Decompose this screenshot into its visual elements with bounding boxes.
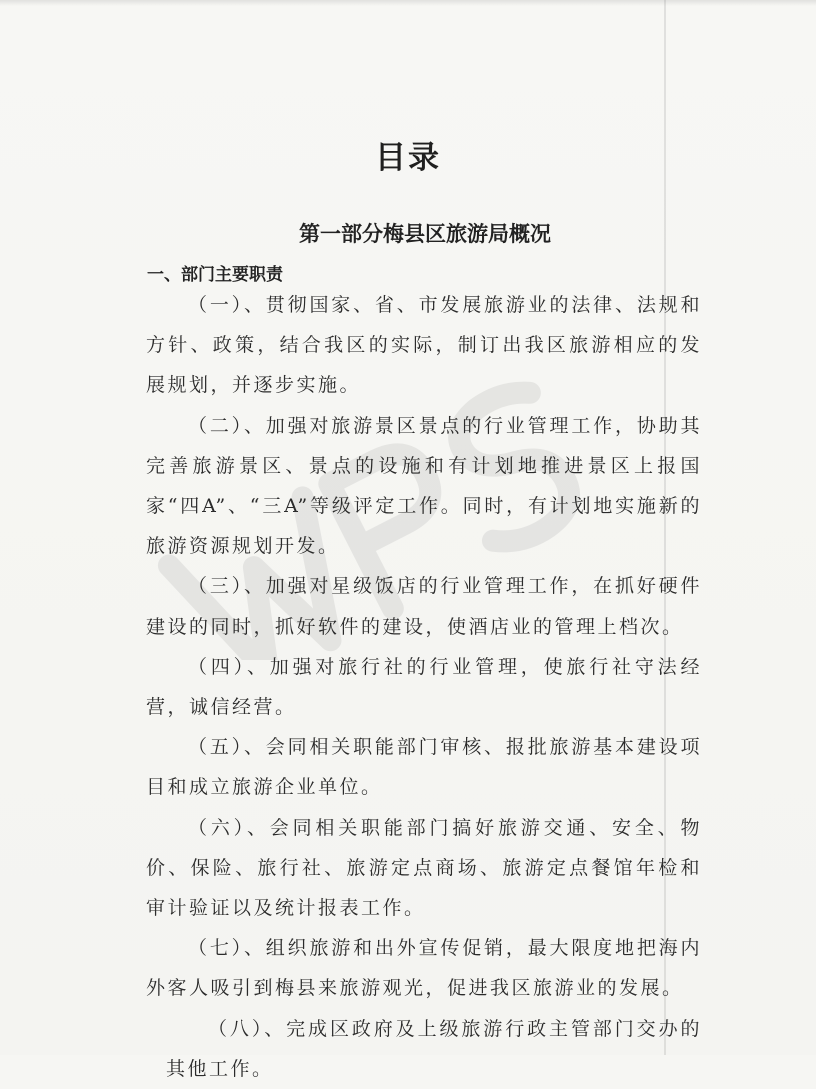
duty-paragraph-3: （三）、加强对星级饭店的行业管理工作，在抓好硬件建设的同时，抓好软件的建设，使酒店业的管理上档次。 (146, 575, 702, 638)
page-title: 目录 (375, 140, 441, 176)
duty-paragraph-2: （二）、加强对旅游景区景点的行业管理工作，协助其完善旅游景区、景点的设施和有计划地推进景区上报国家“四A”、“三A”等级评定工作。同时，有计划地实施新的旅游资源规划开发。 (146, 414, 702, 558)
duty-paragraph-8: （八）、完成区政府及上级旅游行政主管部门交办的其他工作。 (166, 1017, 702, 1080)
duty-paragraph-6: （六）、会同相关职能部门搞好旅游交通、安全、物价、保险、旅行社、旅游定点商场、旅游定点餐馆年检和审计验证以及统计报表工作。 (146, 816, 702, 920)
duty-paragraph-7: （七）、组织旅游和出外宣传促销，最大限度地把海内外客人吸引到梅县来旅游观光，促进我区旅游业的发展。 (146, 937, 702, 1000)
duty-paragraph-1: （一）、贯彻国家、省、市发展旅游业的法律、法规和方针、政策，结合我区的实际，制订出我区旅游相应的发展规划，并逐步实施。 (146, 294, 702, 397)
scan-top-edge (0, 0, 816, 6)
duties-content (146, 285, 702, 1089)
part-title: 第一部分梅县区旅游局概况 (299, 221, 551, 246)
section-heading: 一、部门主要职责 (147, 265, 283, 285)
duty-paragraph-5: （五）、会同相关职能部门审核、报批旅游基本建设项目和成立旅游企业单位。 (146, 736, 702, 799)
duty-paragraph-4: （四）、加强对旅行社的行业管理，使旅行社守法经营，诚信经营。 (146, 655, 702, 719)
